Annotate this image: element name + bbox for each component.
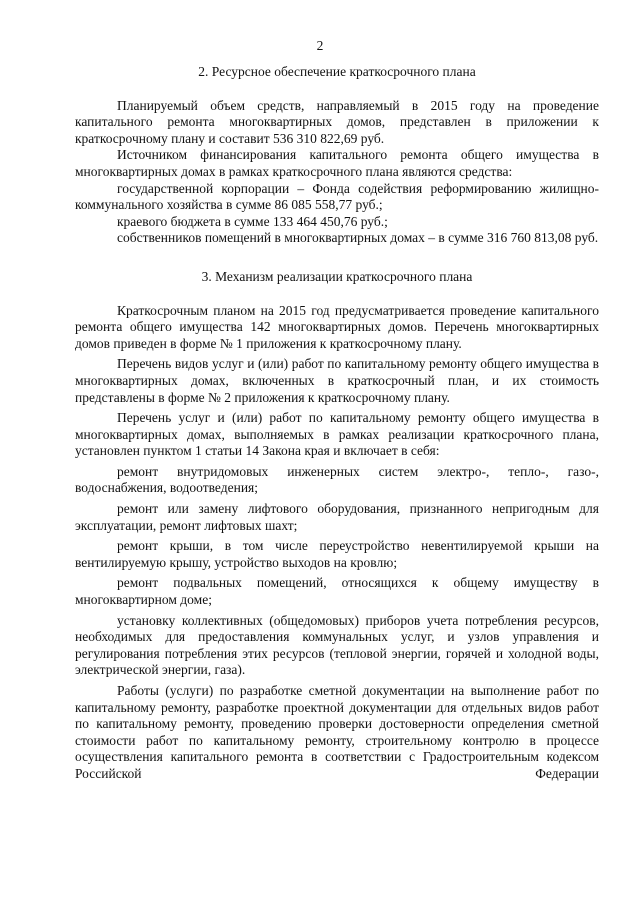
- paragraph: собственников помещений в многоквартирных домах – в сумме 316 760 813,08 руб.: [117, 230, 599, 246]
- paragraph: Краткосрочным планом на 2015 год предусматривается проведение капитального ремонта общего имущества 142 многоквартирных домов. Перечень многоквартирных домов приведен в форме № 1 приложения к краткосрочному плану.: [75, 302, 599, 351]
- list-item: ремонт или замену лифтового оборудования, признанного непригодным для эксплуатации, ремонт лифтовых шахт;: [75, 501, 599, 533]
- paragraph: Перечень услуг и (или) работ по капитальному ремонту общего имущества в многоквартирных домах, выполняемых в рамках реализации краткосрочного плана, установлен пунктом 1 статьи 14 Закона края и включает в себя:: [75, 410, 599, 459]
- list-item: установку коллективных (общедомовых) приборов учета потребления ресурсов, необходимых для предоставления коммунальных услуг, и узлов управления и регулирования потребления этих ресурсов (тепловой энергии, горячей и холодной воды, электрической энергии, газа).: [75, 612, 599, 678]
- page-number: 2: [316, 38, 324, 53]
- paragraph: Работы (услуги) по разработке сметной документации на выполнение работ по капитальному ремонту, разработке проектной документации для отдельных видов работ по капитальному ремонту, проведению проверки достоверности определения сметной стоимости работ по капитальному ремонту, строительному контролю в процессе осуществления капитального ремонта в соответствии с Градостроительным кодексом Российской Федерации: [75, 683, 599, 781]
- paragraph: краевого бюджета в сумме 133 464 450,76 руб.;: [117, 213, 388, 229]
- list-item: ремонт крыши, в том числе переустройство невентилируемой крыши на вентилируемую крышу, устройство выходов на кровлю;: [75, 538, 599, 570]
- list-item: ремонт подвальных помещений, относящихся к общему имуществу в многоквартирном доме;: [75, 575, 599, 608]
- section-resource-provision: [75, 64, 599, 247]
- document-body: [75, 64, 599, 783]
- section-heading: 2. Ресурсное обеспечение краткосрочного плана: [198, 64, 476, 79]
- paragraph: Перечень видов услуг и (или) работ по капитальному ремонту общего имущества в многоквартирных домах, включенных в краткосрочный план, и их стоимость представлены в форме № 2 приложения к краткосрочному плану.: [75, 356, 599, 405]
- section-heading: 3. Механизм реализации краткосрочного плана: [201, 268, 473, 284]
- list-item: ремонт внутридомовых инженерных систем электро-, тепло-, газо-, водоснабжения, водоотведения;: [75, 463, 599, 496]
- paragraph: Планируемый объем средств, направляемый в 2015 году на проведение капитального ремонта многоквартирных домов, представлен в приложении к краткосрочному плану и составит 536 310 822,69 руб.: [75, 97, 599, 146]
- section-implementation-mechanism: [75, 269, 599, 783]
- paragraph: государственной корпорации – Фонда содействия реформированию жилищно-коммунального хозяйства в сумме 86 085 558,77 руб.;: [75, 180, 599, 213]
- paragraph: Источником финансирования капитального ремонта общего имущества в многоквартирных домах в рамках краткосрочного плана являются средства:: [75, 147, 599, 179]
